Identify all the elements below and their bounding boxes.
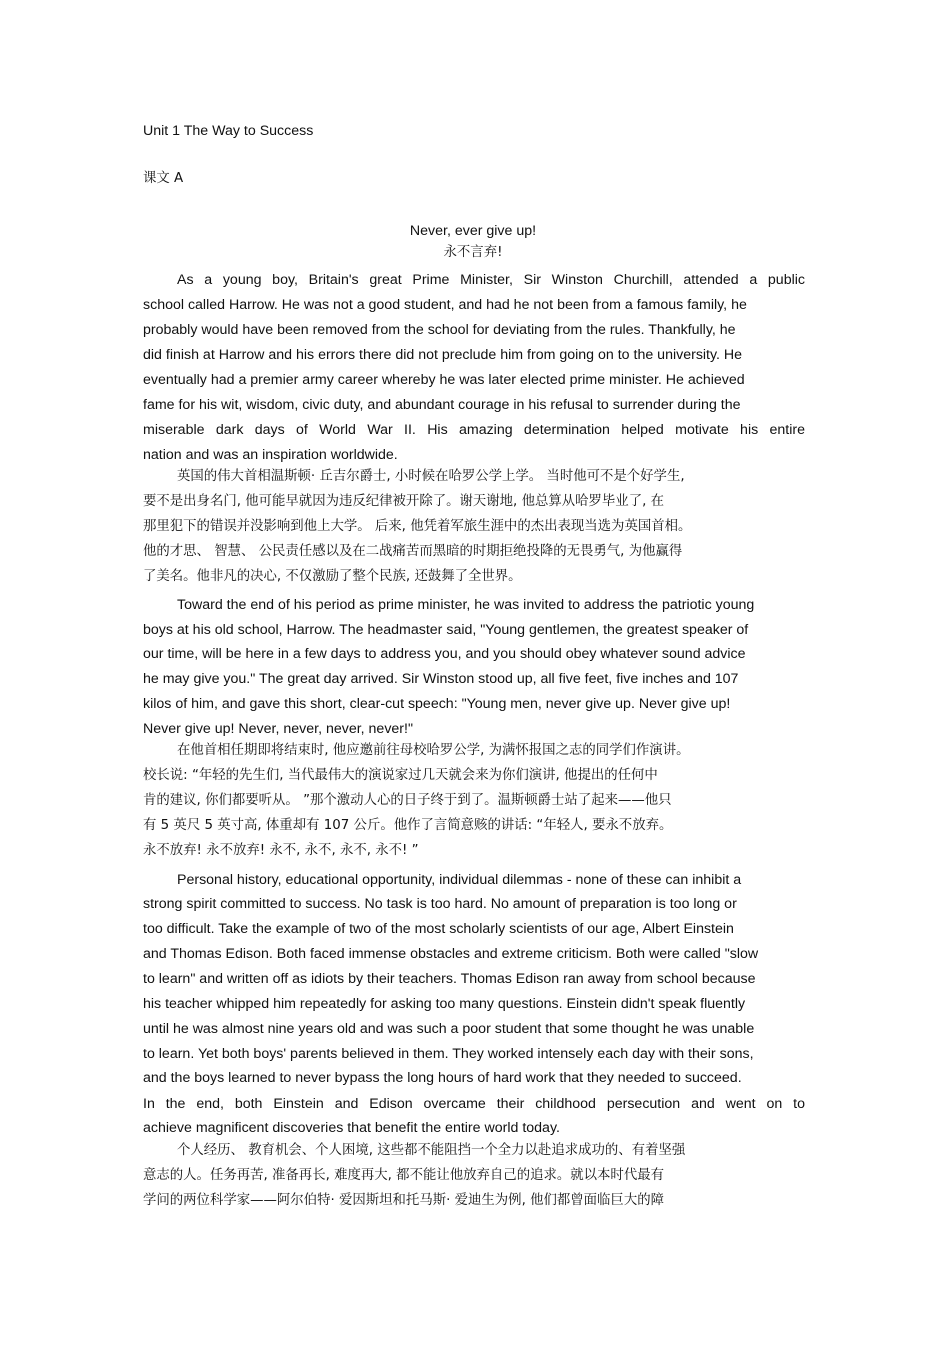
paragraph-line: his teacher whipped him repeatedly for asking too many questions. Einstein didn't speak fluently [143, 996, 746, 1012]
paragraph-line: 英国的伟大首相温斯顿· 丘吉尔爵士, 小时候在哈罗公学上学。 当时他可不是个好学生, [177, 469, 685, 484]
paragraph-line: 永不放弃! 永不放弃! 永不, 永不, 永不, 永不! ” [143, 843, 419, 858]
paragraph-line: Never give up! Never, never, never, never!" [143, 721, 414, 737]
paragraph-line: 有 5 英尺 5 英寸高, 体重却有 107 公斤。他作了言简意赅的讲话: “年轻人, 要永不放弃。 [143, 818, 673, 833]
paragraph-line: 校长说: “年轻的先生们, 当代最伟大的演说家过几天就会来为你们演讲, 他提出的任何中 [143, 768, 658, 783]
article-title-en: Never, ever give up! [409, 223, 537, 239]
paragraph-line: achieve magnificent discoveries that benefit the entire world today. [143, 1120, 560, 1136]
paragraph-line: 学问的两位科学家——阿尔伯特· 爱因斯坦和托马斯· 爱迪生为例, 他们都曾面临巨大的障 [143, 1193, 664, 1208]
paragraph-line: nation and was an inspiration worldwide. [143, 447, 398, 463]
paragraph-line: In the end, both Einstein and Edison overcame their childhood persecution and went on to [143, 1096, 805, 1112]
section-label: 课文 A [143, 171, 184, 186]
paragraph-line: to learn" and written off as idiots by their teachers. Thomas Edison ran away from school because [143, 971, 756, 987]
paragraph-line: did finish at Harrow and his errors there did not preclude him from going on to the university. He [143, 347, 743, 363]
paragraph-line: kilos of him, and gave this short, clear-cut speech: "Young men, never give up. Never give up! [143, 696, 731, 712]
paragraph-line: 要不是出身名门, 他可能早就因为违反纪律被开除了。谢天谢地, 他总算从哈罗毕业了, 在 [143, 494, 664, 509]
paragraph-line: 在他首相任期即将结束时, 他应邀前往母校哈罗公学, 为满怀报国之志的同学们作演讲。 [177, 743, 690, 758]
paragraph-line: fame for his wit, wisdom, civic duty, and abundant courage in his refusal to surrender during the [143, 397, 741, 413]
paragraph-line: he may give you." The great day arrived. Sir Winston stood up, all five feet, five inches and 107 [143, 671, 739, 687]
paragraph-line: until he was almost nine years old and was such a poor student that some thought he was unable [143, 1021, 755, 1037]
paragraph-line: Personal history, educational opportunity, individual dilemmas - none of these can inhibit a [177, 872, 742, 888]
paragraph-line: our time, will be here in a few days to address you, and you should obey whatever sound advice [143, 646, 746, 662]
paragraph-line: too difficult. Take the example of two of the most scholarly scientists of our age, Albert Einstein [143, 921, 734, 937]
paragraph-line: eventually had a premier army career whereby he was later elected prime minister. He achieved [143, 372, 745, 388]
paragraph-line: probably would have been removed from the school for deviating from the rules. Thankfully, he [143, 322, 736, 338]
paragraph-line: 肯的建议, 你们都要听从。 ”那个激动人心的日子终于到了。温斯顿爵士站了起来——他只 [143, 793, 672, 808]
paragraph-line: 个人经历、 教育机会、个人困境, 这些都不能阻挡一个全力以赴追求成功的、有着坚强 [177, 1143, 686, 1158]
paragraph-line: and Thomas Edison. Both faced immense obstacles and extreme criticism. Both were called "slow [143, 946, 759, 962]
paragraph-line: to learn. Yet both boys' parents believed in them. They worked intensely each day with their sons, [143, 1046, 754, 1062]
paragraph-line: 那里犯下的错误并没影响到他上大学。 后来, 他凭着军旅生涯中的杰出表现当选为英国首相。 [143, 519, 692, 534]
paragraph-line: 意志的人。任务再苦, 准备再长, 难度再大, 都不能让他放弃自己的追求。就以本时代最有 [143, 1168, 664, 1183]
unit-title: Unit 1 The Way to Success [143, 123, 314, 139]
paragraph-line: As a young boy, Britain's great Prime Minister, Sir Winston Churchill, attended a public [177, 272, 805, 288]
paragraph-line: miserable dark days of World War II. His amazing determination helped motivate his entire [143, 422, 805, 438]
paragraph-line: boys at his old school, Harrow. The headmaster said, "Young gentlemen, the greatest speaker of [143, 622, 749, 638]
paragraph-line: Toward the end of his period as prime minister, he was invited to address the patriotic young [177, 597, 755, 613]
paragraph-line: school called Harrow. He was not a good student, and had he not been from a famous family, he [143, 297, 747, 313]
article-title-zh: 永不言弃! [443, 245, 503, 260]
paragraph-line: and the boys learned to never bypass the long hours of hard work that they needed to succeed. [143, 1070, 742, 1086]
paragraph-line: 了美名。他非凡的决心, 不仅激励了整个民族, 还鼓舞了全世界。 [143, 569, 522, 584]
paragraph-line: strong spirit committed to success. No task is too hard. No amount of preparation is too long or [143, 896, 737, 912]
paragraph-line: 他的才思、 智慧、 公民责任感以及在二战痛苦而黑暗的时期拒绝投降的无畏勇气, 为他赢得 [143, 544, 683, 559]
